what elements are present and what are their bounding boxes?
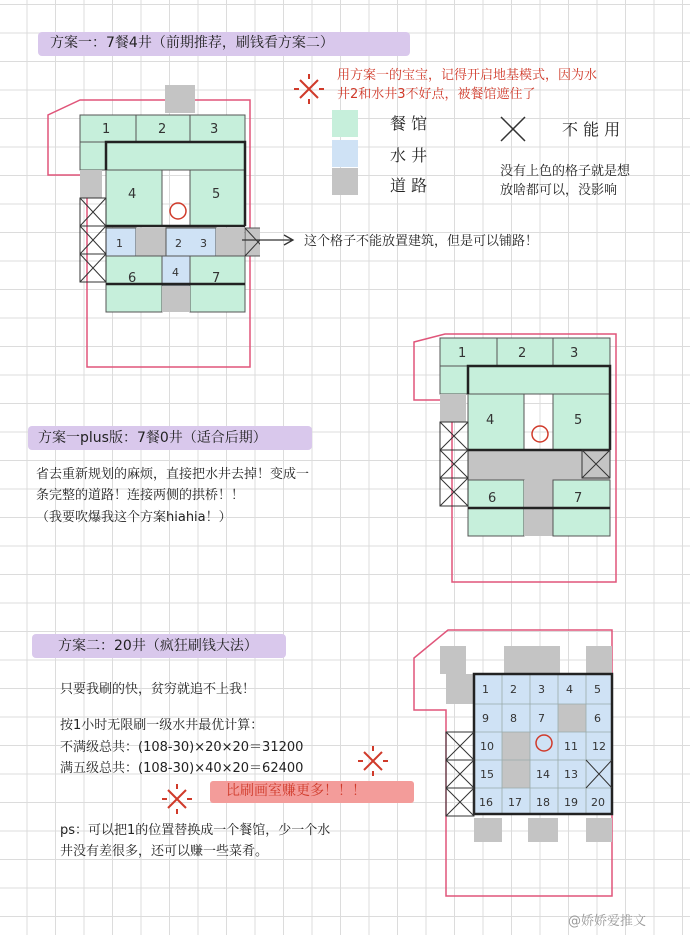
legend-road-label: 道 路 xyxy=(390,176,428,195)
plan1-restaurant-label: 6 xyxy=(128,271,137,286)
plan2-ps: 井没有差很多，还可以赚一些菜肴。 xyxy=(60,844,269,859)
plan2-well-label: 12 xyxy=(592,740,606,753)
legend-road-swatch xyxy=(332,168,358,195)
plan-plus-title: 方案一plus版：7餐0井（适合后期） xyxy=(38,430,267,446)
plan2-well-label: 4 xyxy=(566,683,573,696)
plan1-restaurant-label: 7 xyxy=(212,271,221,286)
legend-well-swatch xyxy=(332,140,358,167)
plan-plus-center-marker xyxy=(532,426,548,442)
plan2-well-label: 11 xyxy=(564,740,578,753)
plan-plus-restaurant-label: 3 xyxy=(570,346,579,361)
legend-uncolored-note: 没有上色的格子就是想 xyxy=(500,164,631,179)
plan2-well-label: 20 xyxy=(591,796,605,809)
plan2-line: 按1小时无限刷一级水井最优计算： xyxy=(60,718,264,733)
legend-well-label: 水 井 xyxy=(390,146,428,165)
plan1-title: 方案一：7餐4井（前期推荐，刷钱看方案二） xyxy=(50,35,334,51)
legend-blocked-label: 不 能 用 xyxy=(562,120,621,139)
warning-burst-icon xyxy=(356,744,390,778)
plan-plus-restaurant-label: 7 xyxy=(574,491,583,506)
plan1-well-label: 4 xyxy=(172,266,179,279)
plan1-well-label: 1 xyxy=(116,237,123,250)
legend-uncolored-note: 放啥都可以，没影响 xyxy=(500,183,618,198)
plan-plus-diagram xyxy=(410,320,630,590)
plan2-well-label: 18 xyxy=(536,796,550,809)
plan-plus-desc: 条完整的道路！连接两侧的拱桥！！ xyxy=(36,488,245,503)
plan-plus-restaurant-label: 2 xyxy=(518,346,527,361)
plan2-line: 满五级总共：(108-30)×40×20＝62400 xyxy=(60,761,304,776)
plan1-restaurant-label: 1 xyxy=(102,122,111,137)
plan1-restaurant-label: 4 xyxy=(128,187,137,202)
plan1-note-line: 井2和水井3不好点，被餐馆遮住了 xyxy=(337,87,536,102)
plan2-well-label: 19 xyxy=(564,796,578,809)
plan-plus-restaurant-label: 5 xyxy=(574,413,583,428)
plan-plus-desc: 省去重新规划的麻烦，直接把水井去掉！变成一 xyxy=(36,467,310,482)
plan2-well-label: 10 xyxy=(480,740,494,753)
legend-blocked-icon xyxy=(498,114,528,144)
plan2-diagram xyxy=(410,620,635,905)
plan2-well-label: 2 xyxy=(510,683,517,696)
plan2-well-label: 6 xyxy=(594,712,601,725)
plan1-center-marker xyxy=(170,203,186,219)
plan-plus-restaurant-label: 4 xyxy=(486,413,495,428)
warning-burst-icon xyxy=(292,72,326,106)
plan2-well-label: 7 xyxy=(538,712,545,725)
plan1-arrow-note: 这个格子不能放置建筑，但是可以铺路！ xyxy=(304,234,539,249)
plan-plus-restaurant-label: 6 xyxy=(488,491,497,506)
plan2-well-label: 16 xyxy=(479,796,493,809)
plan1-well-label: 2 xyxy=(175,237,182,250)
plan1-grid-cells xyxy=(80,85,260,312)
plan2-well-label: 8 xyxy=(510,712,517,725)
plan2-well-label: 15 xyxy=(480,768,494,781)
plan-plus-restaurant-label: 1 xyxy=(458,346,467,361)
plan1-diagram xyxy=(40,80,260,380)
watermark: @娇娇爱推文 xyxy=(568,914,647,929)
plan2-well-label: 13 xyxy=(564,768,578,781)
plan2-line: 不满级总共：(108-30)×20×20＝31200 xyxy=(60,740,304,755)
plan2-well-label: 9 xyxy=(482,712,489,725)
plan2-highlight: 比刷画室赚更多！！！ xyxy=(226,783,366,799)
plan1-restaurant-label: 5 xyxy=(212,187,221,202)
plan2-ps: ps：可以把1的位置替换成一个餐馆，少一个水 xyxy=(60,823,331,838)
warning-burst-icon xyxy=(160,782,194,816)
plan2-well-label: 3 xyxy=(538,683,545,696)
plan2-well-label: 14 xyxy=(536,768,550,781)
plan1-note-line: 用方案一的宝宝，记得开启地基模式，因为水 xyxy=(337,68,598,83)
legend-restaurant-swatch xyxy=(332,110,358,137)
plan2-well-label: 5 xyxy=(594,683,601,696)
plan1-restaurant-label: 3 xyxy=(210,122,219,137)
plan2-well-label: 17 xyxy=(508,796,522,809)
plan2-title: 方案二：20井（疯狂刷钱大法） xyxy=(58,638,258,654)
plan1-restaurant-label: 2 xyxy=(158,122,167,137)
plan-plus-desc: （我要吹爆我这个方案hiahia！） xyxy=(36,510,232,525)
plan2-well-label: 1 xyxy=(482,683,489,696)
plan1-well-label: 3 xyxy=(200,237,207,250)
legend-restaurant-label: 餐 馆 xyxy=(390,114,428,133)
plan2-line: 只要我刷的快，贫穷就追不上我！ xyxy=(60,682,256,697)
arrow-icon xyxy=(240,232,300,248)
